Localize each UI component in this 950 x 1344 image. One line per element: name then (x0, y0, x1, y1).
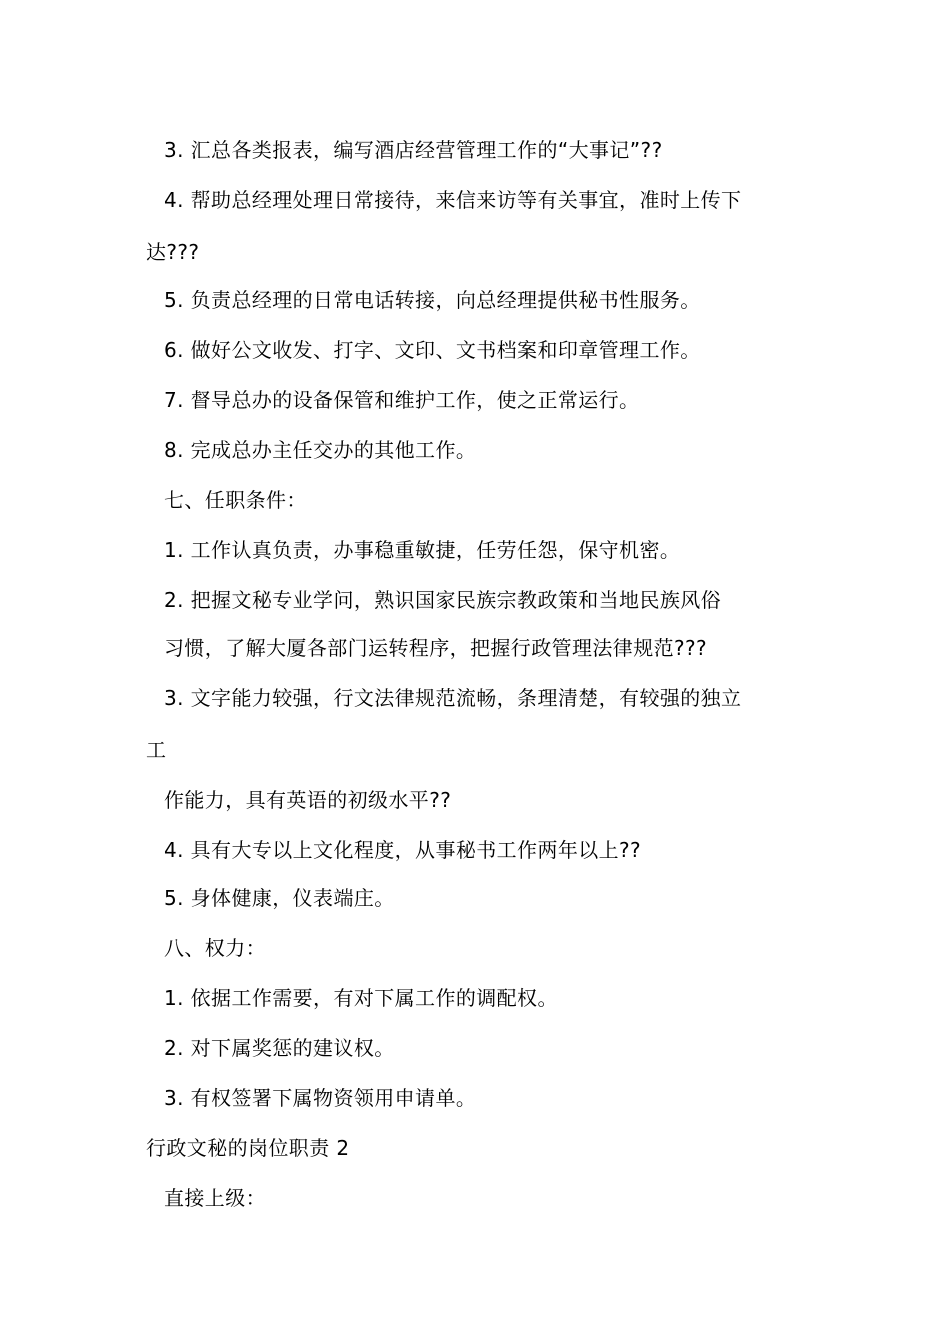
authority-item-2: 2. 对下属奖惩的建议权。 (164, 1036, 395, 1060)
authority-item-1: 1. 依据工作需要，有对下属工作的调配权。 (164, 986, 558, 1010)
qualification-item-5: 5. 身体健康，仪表端庄。 (164, 886, 395, 910)
qualification-item-3-continued: 工 (146, 738, 167, 762)
qualification-item-1: 1. 工作认真负责，办事稳重敏捷，任劳任怨，保守机密。 (164, 538, 681, 562)
duty-item-3: 3. 汇总各类报表，编写酒店经营管理工作的“大事记”?? (164, 138, 663, 162)
qualification-item-4: 4. 具有大专以上文化程度，从事秘书工作两年以上?? (164, 838, 642, 862)
duty-item-6: 6. 做好公文收发、打字、文印、文书档案和印章管理工作。 (164, 338, 701, 362)
document-section-title: 行政文秘的岗位职责 2 (146, 1136, 350, 1160)
duty-item-4-continued: 达??? (146, 240, 200, 264)
duty-item-8: 8. 完成总办主任交办的其他工作。 (164, 438, 477, 462)
duty-item-7: 7. 督导总办的设备保管和维护工作，使之正常运行。 (164, 388, 640, 412)
qualification-item-2-continued: 习惯，了解大厦各部门运转程序，把握行政管理法律规范??? (164, 636, 708, 660)
direct-supervisor-label: 直接上级： (164, 1186, 266, 1210)
duty-item-5: 5. 负责总经理的日常电话转接，向总经理提供秘书性服务。 (164, 288, 701, 312)
qualification-item-3: 3. 文字能力较强，行文法律规范流畅，条理清楚，有较强的独立 (164, 686, 742, 710)
section-heading-authority: 八、权力： (164, 936, 266, 960)
qualification-item-2: 2. 把握文秘专业学问，熟识国家民族宗教政策和当地民族风俗 (164, 588, 722, 612)
duty-item-4: 4. 帮助总经理处理日常接待，来信来访等有关事宜，准时上传下 (164, 188, 742, 212)
section-heading-qualifications: 七、任职条件： (164, 488, 307, 512)
qualification-item-3-continued-2: 作能力，具有英语的初级水平?? (164, 788, 452, 812)
authority-item-3: 3. 有权签署下属物资领用申请单。 (164, 1086, 477, 1110)
